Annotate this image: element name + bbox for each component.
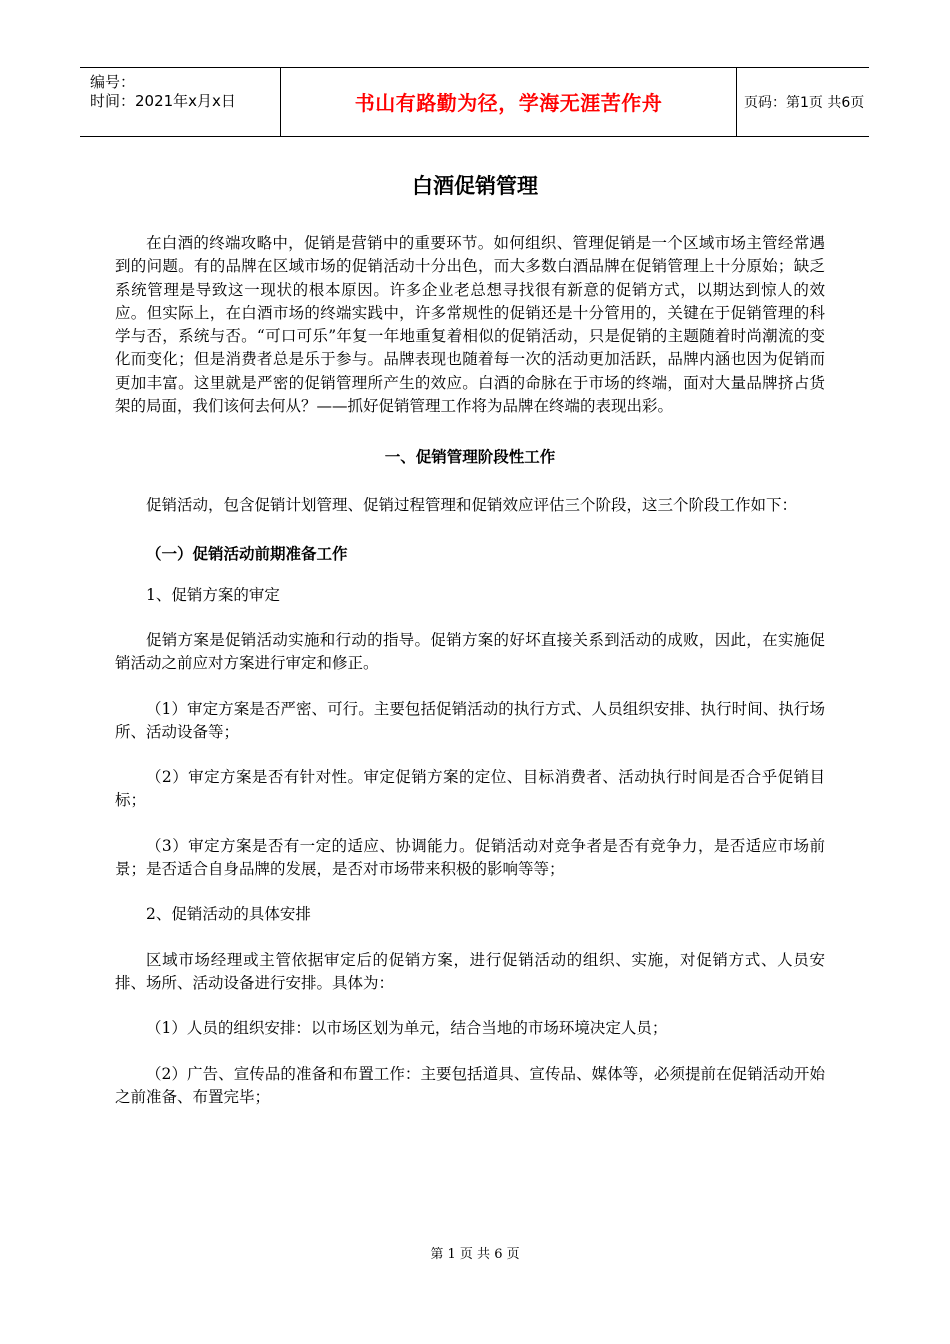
header-motto-cell bbox=[280, 68, 737, 136]
header-motto: 书山有路勤为径，学海无涯苦作舟 bbox=[354, 91, 663, 115]
header-page-cell bbox=[736, 68, 869, 136]
header-info-cell bbox=[80, 68, 280, 136]
document-header bbox=[80, 67, 869, 137]
subsection-heading: （一）促销活动前期准备工作 bbox=[146, 544, 348, 563]
document-time-label: 时间：2021年x月x日 bbox=[90, 92, 236, 110]
document-body bbox=[115, 232, 825, 1109]
document-title: 白酒促销管理 bbox=[412, 174, 538, 198]
list-item: （1）人员的组织安排：以市场区划为单元，结合当地的市场环境决定人员； bbox=[146, 1019, 668, 1038]
item-heading: 2、促销活动的具体安排 bbox=[146, 905, 311, 924]
page-footer: 第 1 页 共 6 页 bbox=[430, 1247, 520, 1262]
section-heading: 一、促销管理阶段性工作 bbox=[384, 448, 556, 467]
list-item: （1）审定方案是否严密、可行。主要包括促销活动的执行方式、人员组织安排、执行时间、执行场所、活动设备等； bbox=[115, 699, 825, 741]
item-paragraph: 促销方案是促销活动实施和行动的指导。促销方案的好坏直接关系到活动的成败，因此，在实施促销活动之前应对方案进行审定和修正。 bbox=[115, 630, 825, 673]
list-item: （2）广告、宣传品的准备和布置工作：主要包括道具、宣传品、媒体等，必须提前在促销活动开始之前准备、布置完毕； bbox=[115, 1064, 825, 1106]
section-paragraph: 促销活动，包含促销计划管理、促销过程管理和促销效应评估三个阶段，这三个阶段工作如下： bbox=[146, 496, 798, 515]
list-item: （2）审定方案是否有针对性。审定促销方案的定位、目标消费者、活动执行时间是否合乎促销目标； bbox=[115, 768, 825, 810]
intro-paragraph: 在白酒的终端攻略中，促销是营销中的重要环节。如何组织、管理促销是一个区域市场主管经常遇到的问题。有的品牌在区域市场的促销活动十分出色，而大多数白酒品牌在促销管理上十分原始；缺乏系统管理是导致这一现状的根本原因。许多企业老总想寻找很有新意的促销方式，以期达到惊人的效应。但实际上，在白酒市场的终端实践中，许多常规性的促销还是十分管用的，关键在于促销管理的科学与否，系统与否。“可口可乐”年复一年地重复着相似的促销活动，只是促销的主题随着时尚潮流的变化而变化；但是消费者总是乐于参与。品牌表现也随着每一次的活动更加活跃，品牌内涵也因为促销而更加丰富。这里就是严密的促销管理所产生的效应。白酒的命脉在于市场的终端，面对大量品牌挤占货架的局面，我们该何去何从？——抓好促销管理工作将为品牌在终端的表现出彩。 bbox=[115, 234, 825, 416]
header-page-code: 页码：第1页 共6页 bbox=[744, 95, 865, 111]
item-paragraph: 区域市场经理或主管依据审定后的促销方案，进行促销活动的组织、实施，对促销方式、人员安排、场所、活动设备进行安排。具体为： bbox=[115, 950, 825, 992]
document-number-label: 编号： bbox=[90, 73, 136, 91]
list-item: （3）审定方案是否有一定的适应、协调能力。促销活动对竞争者是否有竞争力，是否适应市场前景；是否适合自身品牌的发展，是否对市场带来积极的影响等等； bbox=[115, 836, 825, 879]
item-heading: 1、促销方案的审定 bbox=[146, 585, 280, 604]
